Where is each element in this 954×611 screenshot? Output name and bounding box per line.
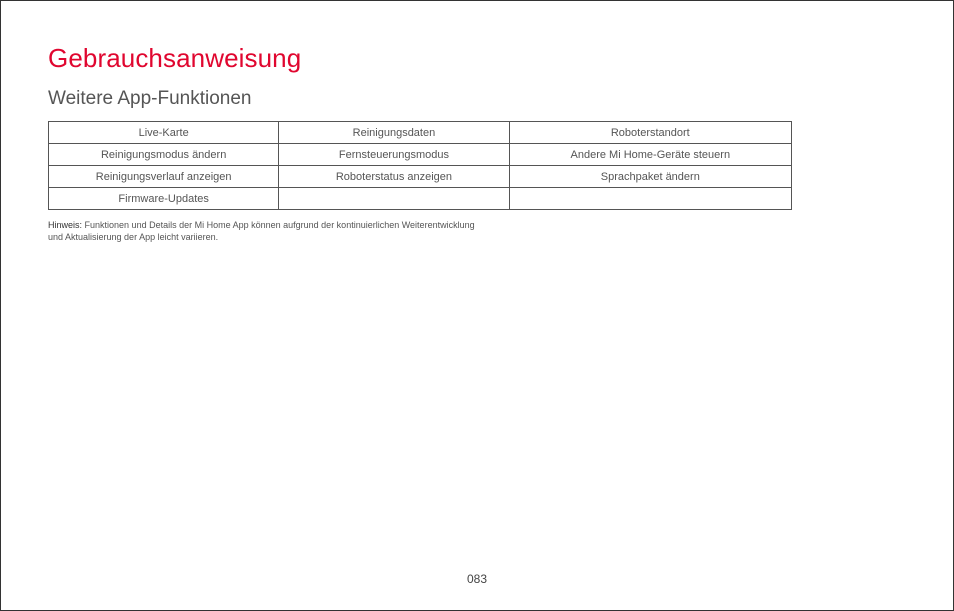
note-label: Hinweis: (48, 220, 83, 230)
note-text: Funktionen und Details der Mi Home App können aufgrund der kontinuierlichen Weiterentwicklung und Aktualisierung der App leicht variieren. (48, 220, 475, 242)
table-cell: Sprachpaket ändern (509, 166, 791, 188)
table-cell: Reinigungsdaten (279, 122, 509, 144)
table-cell: Andere Mi Home-Geräte steuern (509, 144, 791, 166)
table-cell: Reinigungsverlauf anzeigen (49, 166, 279, 188)
app-functions-table (48, 121, 792, 210)
table-cell: Firmware-Updates (49, 188, 279, 210)
table-row (49, 166, 792, 188)
table-cell (509, 188, 791, 210)
page-number: 083 (466, 572, 488, 586)
table-row (49, 144, 792, 166)
page-title: Gebrauchsanweisung (48, 43, 302, 73)
table-cell: Roboterstandort (509, 122, 791, 144)
section-heading: Weitere App-Funktionen (48, 88, 252, 109)
note (48, 219, 488, 243)
table-cell (279, 188, 509, 210)
table-cell: Reinigungsmodus ändern (49, 144, 279, 166)
table-cell: Roboterstatus anzeigen (279, 166, 509, 188)
table-cell: Fernsteuerungsmodus (279, 144, 509, 166)
table-row (49, 122, 792, 144)
table-cell: Live-Karte (49, 122, 279, 144)
table-row (49, 188, 792, 210)
